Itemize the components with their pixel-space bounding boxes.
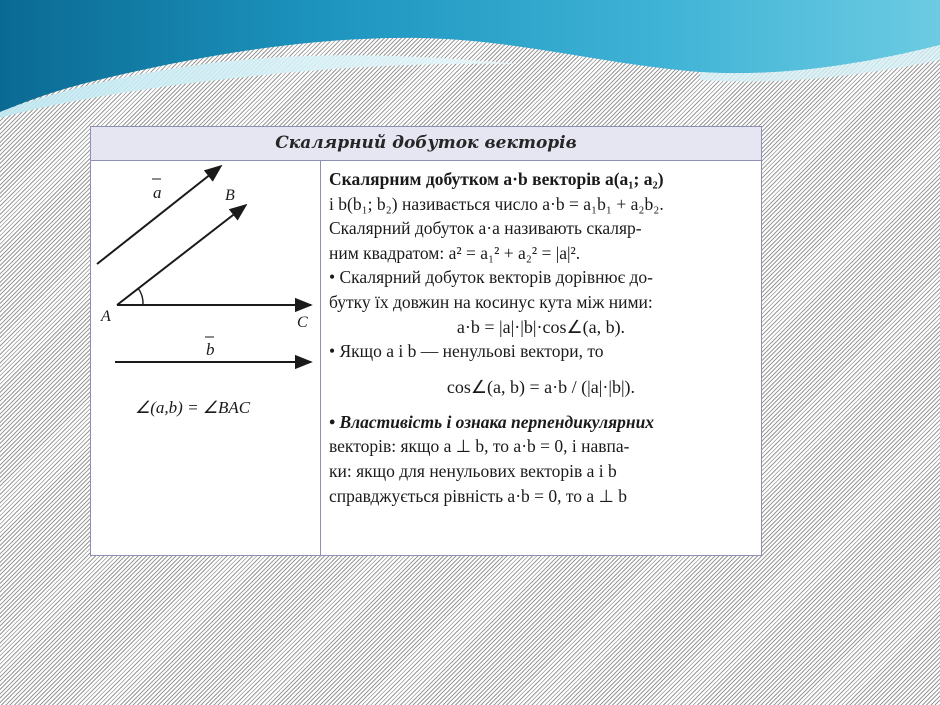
text-line-12: ки: якщо для ненульових векторів a і b — [329, 460, 617, 481]
point-a-label: A — [101, 308, 111, 325]
text-line-9: cos∠(a, b) = a·b / (|a|·|b|). — [446, 376, 636, 397]
text-line-3: Скалярний добуток a·a називають скаляр- — [329, 218, 642, 239]
vector-a-label: a — [153, 183, 162, 202]
text-line-2: і b(b₁; b₂) називається число a·b = a₁b₁ + a₂b₂. — [329, 193, 664, 214]
point-c-label: C — [297, 314, 308, 331]
text-line-1: Скалярним добутком a·b векторів a(a₁; a₂) — [329, 169, 664, 189]
text-line-7: a·b = |a|·|b|·cos∠(a, b). — [456, 316, 626, 337]
definition-text — [329, 167, 753, 508]
column-divider — [320, 161, 321, 556]
info-panel — [90, 126, 762, 556]
text-line-10: • Властивість і ознака перпендикулярних — [329, 411, 655, 432]
text-line-11: векторів: якщо a ⊥ b, то a·b = 0, і навпа- — [329, 436, 630, 457]
text-line-6: бутку їх довжин на косинус кута між ними: — [329, 291, 653, 312]
angle-formula: ∠(a,b) = ∠BAC — [135, 398, 251, 417]
vector-figure — [91, 161, 320, 556]
panel-title: Скалярний добуток векторів — [91, 127, 761, 161]
text-line-4: ним квадратом: a² = a₁² + a₂² = |a|². — [329, 242, 581, 263]
top-wave-decoration — [0, 0, 940, 130]
angle-arc — [138, 288, 143, 305]
vector-a-line — [97, 166, 221, 264]
text-line-5: • Скалярний добуток векторів дорівнює до- — [329, 267, 653, 288]
ray-ab-line — [117, 205, 246, 305]
text-line-13: справджується рівність a·b = 0, то a ⊥ b — [329, 485, 627, 506]
text-line-8: • Якщо a і b — ненульові вектори, то — [329, 341, 604, 362]
vector-b-label: b — [206, 340, 215, 359]
point-b-label: B — [225, 187, 235, 204]
